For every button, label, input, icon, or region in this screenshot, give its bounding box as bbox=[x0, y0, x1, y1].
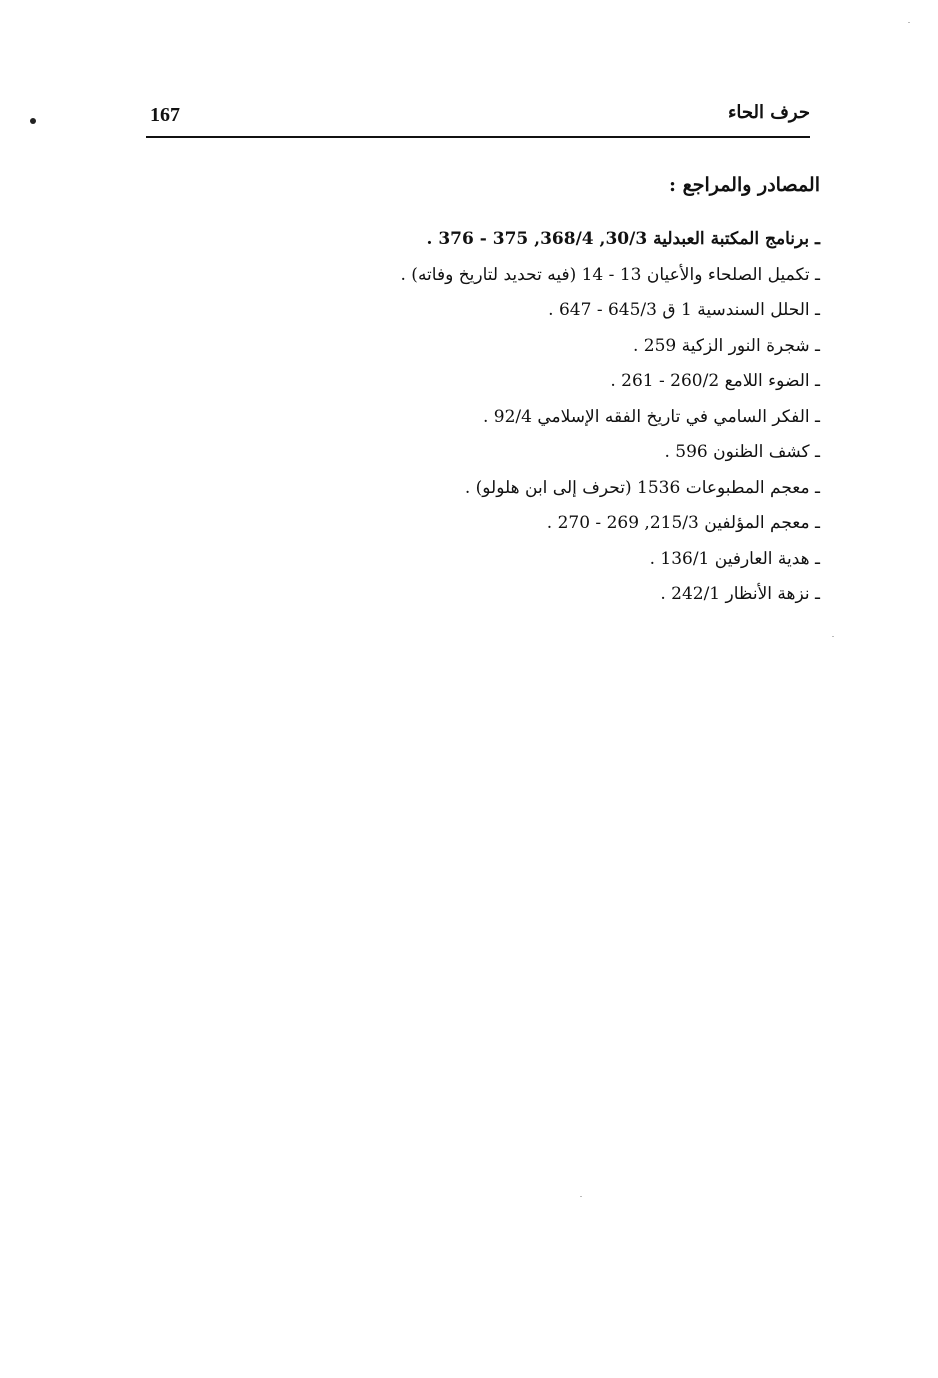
sources-list bbox=[200, 222, 820, 613]
source-item: ـ معجم المؤلفين 215/3, 269 - 270 . bbox=[546, 513, 820, 533]
header-rule bbox=[146, 136, 810, 138]
source-item: ـ الضوء اللامع 260/2 - 261 . bbox=[610, 371, 820, 391]
page-number: 167 bbox=[150, 104, 180, 126]
section-title: المصادر والمراجع : bbox=[668, 174, 820, 196]
source-item: ـ شجرة النور الزكية 259 . bbox=[632, 335, 820, 356]
margin-dot bbox=[30, 118, 36, 124]
source-item: ـ كشف الظنون 596 . bbox=[664, 442, 820, 462]
source-item: ـ تكميل الصلحاء والأعيان 13 - 14 (فيه تحديد لتاريخ وفاته) . bbox=[400, 264, 820, 285]
source-item: ـ نزهة الأنظار 242/1 . bbox=[660, 584, 820, 604]
running-header: حرف الحاء bbox=[727, 102, 810, 123]
source-item: ـ برنامج المكتبة العبدلية 30/3, 368/4, 375 - 376 . bbox=[426, 229, 820, 249]
scan-speck bbox=[580, 1196, 582, 1197]
source-item: ـ معجم المطبوعات 1536 (تحرف إلى ابن هلولو) . bbox=[464, 477, 820, 498]
source-item: ـ الفكر السامي في تاريخ الفقه الإسلامي 92/4 . bbox=[482, 406, 820, 427]
source-item: ـ هدية العارفين 136/1 . bbox=[649, 548, 820, 569]
scan-speck bbox=[908, 22, 910, 23]
scan-speck bbox=[832, 636, 834, 637]
source-item: ـ الحلل السندسية 1 ق 645/3 - 647 . bbox=[548, 300, 820, 320]
